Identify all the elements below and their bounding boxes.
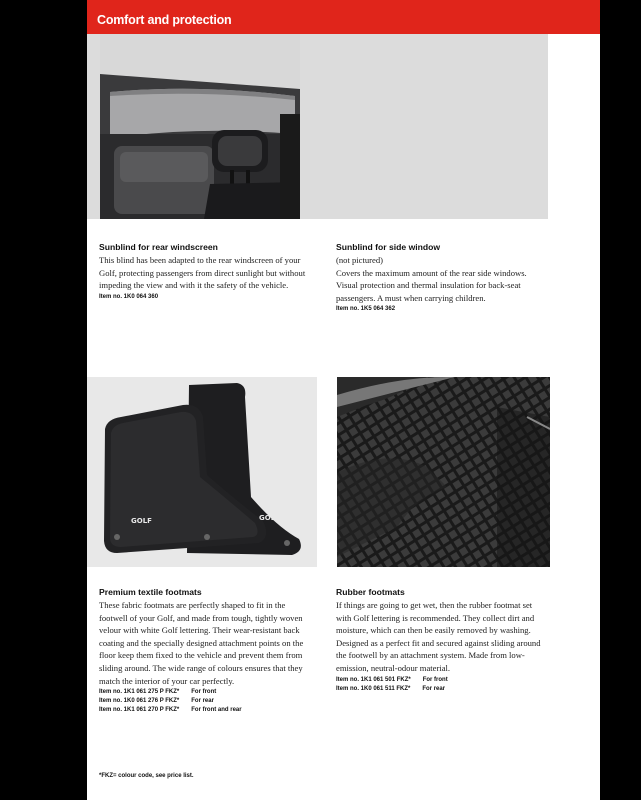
footnote: *FKZ= colour code, see price list. bbox=[99, 773, 194, 779]
product-title: Sunblind for rear windscreen bbox=[99, 242, 218, 252]
product-subtitle: (not pictured) bbox=[336, 255, 384, 265]
item-number: Item no. 1K1 061 270 P FKZ* For front and rear bbox=[99, 707, 242, 714]
rubber-footmats-photo bbox=[337, 377, 550, 567]
product-title: Premium textile footmats bbox=[99, 587, 202, 597]
item-number: Item no. 1K1 061 275 P FKZ* For front bbox=[99, 689, 217, 696]
product-description: These fabric footmats are perfectly shaped to fit in the footwell of your Golf, and made from tough, tightly woven velour with white Golf lettering. Their wear-resistant back coating and the specially designed attachment points on the floor keep them fixed to the vehicle and prevent them from sliding around. The wide range of colours ensures that they match the interior of your car perfectly. bbox=[99, 600, 304, 686]
product-sunblind-rear bbox=[99, 242, 314, 301]
item-number: Item no. 1K0 064 360 bbox=[99, 293, 159, 300]
product-rubber-footmats bbox=[336, 587, 551, 693]
product-description: This blind has been adapted to the rear windscreen of your Golf, protecting passengers from direct sunlight but without impeding the view and with it the safety of the vehicle. bbox=[99, 255, 306, 291]
product-textile-footmats bbox=[99, 587, 314, 714]
product-description: Covers the maximum amount of the rear side windows. Visual protection and thermal insulation for back-seat passengers. A must when carrying children. bbox=[336, 267, 527, 303]
product-sunblind-side bbox=[336, 242, 551, 313]
product-title: Rubber footmats bbox=[336, 587, 405, 597]
item-number: Item no. 1K0 061 276 P FKZ* For rear bbox=[99, 698, 214, 705]
page-title: Comfort and protection bbox=[97, 13, 232, 27]
page-header bbox=[87, 0, 600, 34]
textile-footmats-photo bbox=[87, 377, 317, 567]
product-description: If things are going to get wet, then the rubber footmat set with Golf lettering is recommended. They collect dirt and moisture, which can then be easily removed by washing. Designed as a perfect fit and secured against sliding around the footwell by an attachment system. Made from low-emission, neutral-odour material. bbox=[336, 600, 541, 673]
catalog-page bbox=[87, 0, 600, 800]
product-title: Sunblind for side window bbox=[336, 242, 441, 252]
item-number: Item no. 1K0 061 511 FKZ* For rear bbox=[336, 685, 446, 692]
svg-text:GOLF: GOLF bbox=[259, 514, 280, 522]
item-number: Item no. 1K1 061 501 FKZ* For front bbox=[336, 676, 448, 683]
item-number: Item no. 1K5 064 362 bbox=[336, 306, 396, 313]
sunblind-photo bbox=[100, 34, 300, 219]
svg-text:GOLF: GOLF bbox=[131, 517, 152, 525]
